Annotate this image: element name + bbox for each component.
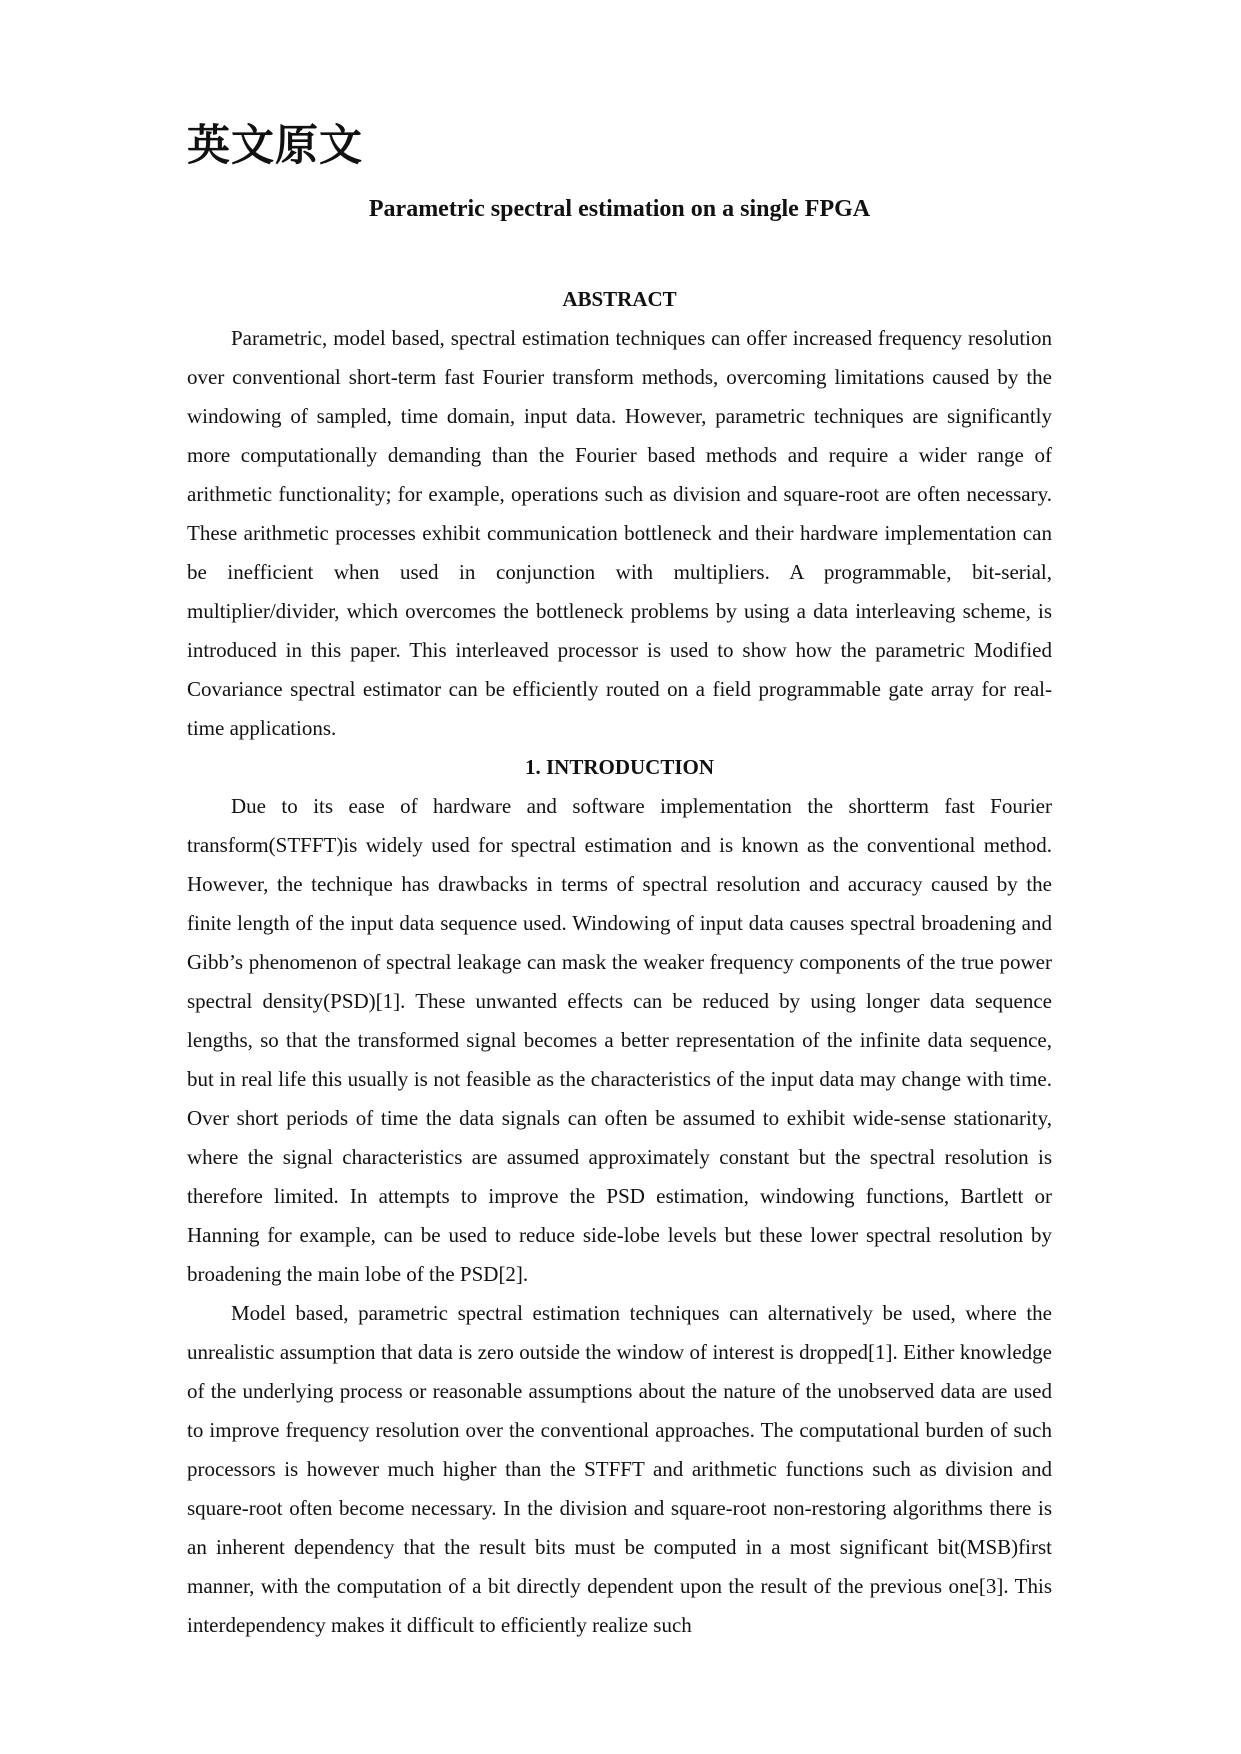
chinese-heading: 英文原文 (187, 121, 363, 171)
introduction-heading: 1. INTRODUCTION (524, 755, 715, 779)
abstract-heading: ABSTRACT (562, 287, 677, 311)
document-page (187, 118, 1052, 1645)
paper-title: Parametric spectral estimation on a single FPGA (368, 196, 871, 222)
introduction-paragraph-1: Due to its ease of hardware and software implementation the shortterm fast Fourier transform(STFFT)is widely used for spectral estimation and is known as the conventional method. However, the technique has drawbacks in terms of spectral resolution and accuracy caused by the finite length of the input data sequence used. Windowing of input data causes spectral broadening and Gibb’s phenomenon of spectral leakage can mask the weaker frequency components of the true power spectral density(PSD)[1]. These unwanted effects can be reduced by using longer data sequence lengths, so that the transformed signal becomes a better representation of the infinite data sequence, but in real life this usually is not feasible as the characteristics of the input data may change with time. Over short periods of time the data signals can often be assumed to exhibit wide-sense stationarity, where the signal characteristics are assumed approximately constant but the spectral resolution is therefore limited. In attempts to improve the PSD estimation, windowing functions, Bartlett or Hanning for example, can be used to reduce side-lobe levels but these lower spectral resolution by broadening the main lobe of the PSD[2]. (187, 794, 1052, 1286)
introduction-paragraph-2: Model based, parametric spectral estimation techniques can alternatively be used, where the unrealistic assumption that data is zero outside the window of interest is dropped[1]. Either knowledge of the underlying process or reasonable assumptions about the nature of the unobserved data are used to improve frequency resolution over the conventional approaches. The computational burden of such processors is however much higher than the STFFT and arithmetic functions such as division and square-root often become necessary. In the division and square-root non-restoring algorithms there is an inherent dependency that the result bits must be computed in a most significant bit(MSB)first manner, with the computation of a bit directly dependent upon the result of the previous one[3]. This interdependency makes it difficult to efficiently realize such (187, 1301, 1052, 1637)
abstract-paragraph: Parametric, model based, spectral estimation techniques can offer increased frequency resolution over conventional short-term fast Fourier transform methods, overcoming limitations caused by the windowing of sampled, time domain, input data. However, parametric techniques are significantly more computationally demanding than the Fourier based methods and require a wider range of arithmetic functionality; for example, operations such as division and square-root are often necessary. These arithmetic processes exhibit communication bottleneck and their hardware implementation can be inefficient when used in conjunction with multipliers. A programmable, bit-serial, multiplier/divider, which overcomes the bottleneck problems by using a data interleaving scheme, is introduced in this paper. This interleaved processor is used to show how the parametric Modified Covariance spectral estimator can be efficiently routed on a field programmable gate array for real-time applications. (187, 326, 1052, 740)
